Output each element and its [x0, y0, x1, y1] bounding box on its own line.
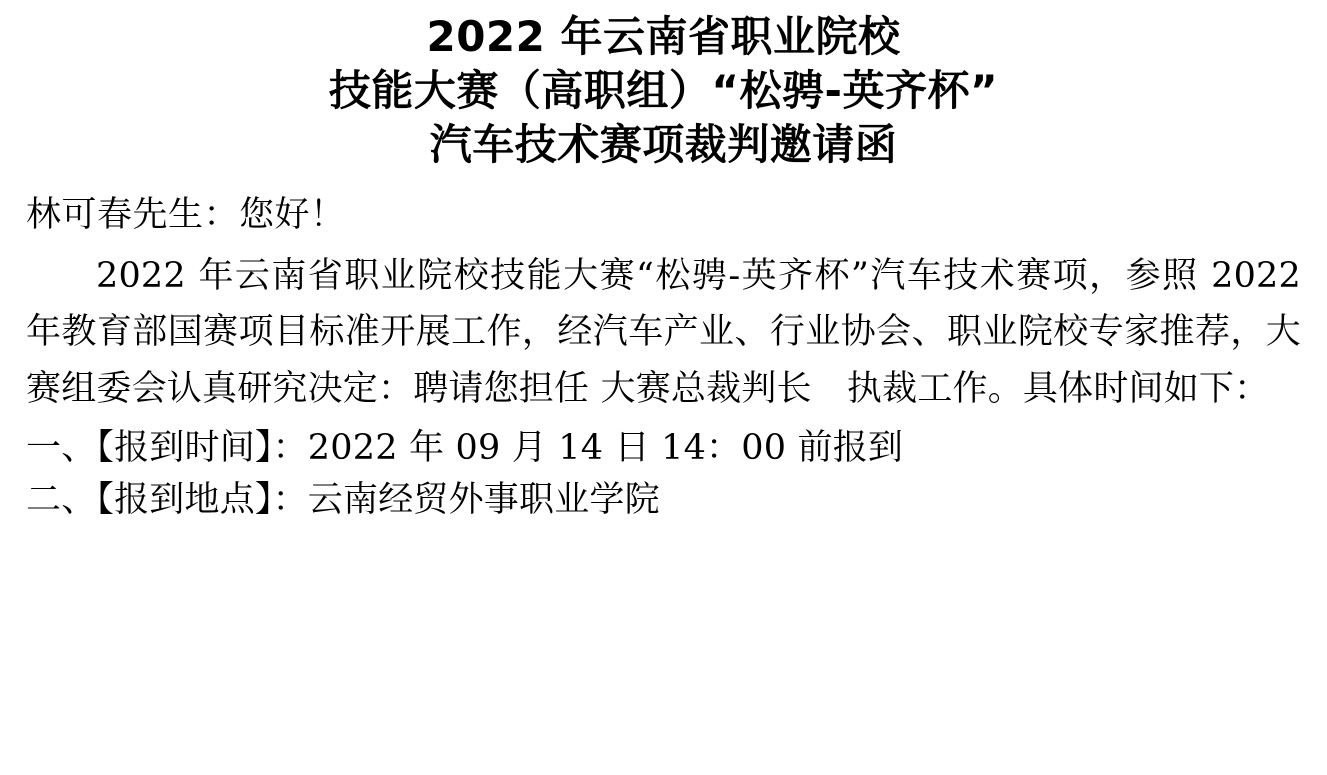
title-line-1: 2022 年云南省职业院校 [426, 12, 901, 61]
list-item: 一、【报到时间】：2022 年 09 月 14 日 14：00 前报到 [26, 427, 904, 468]
detail-list [26, 422, 1301, 527]
title-line-2: 技能大赛（高职组）“松骋-英齐杯” [328, 65, 999, 115]
title-line-3: 汽车技术赛项裁判邀请函 [429, 119, 898, 169]
body-paragraph: 2022 年云南省职业院校技能大赛“松骋-英齐杯”汽车技术赛项，参照 2022 年教育部国赛项目标准开展工作，经汽车产业、行业协会、职业院校专家推荐，大赛组委会认真研究决定：聘请您担任 大赛总裁判长 执裁工作。具体时间如下： [26, 255, 1301, 410]
salutation: 林可春先生：您好！ [26, 195, 346, 236]
list-item: 二、【报到地点】：云南经贸外事职业学院 [26, 480, 660, 521]
document-title [26, 10, 1301, 171]
